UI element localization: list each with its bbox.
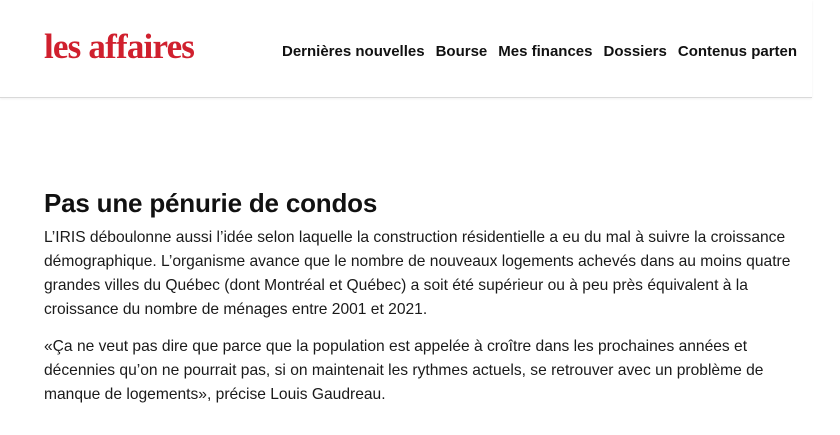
section-heading: Pas une pénurie de condos	[44, 188, 378, 218]
article-paragraph: L’IRIS déboulonne aussi l’idée selon laquelle la construction résidentielle a eu du mal à suivre la croissance démographique. L’organisme avance que le nombre de nouveaux logements achevés dans au moins quatre grandes villes du Québec (dont Montréal et Québec) a soit été supérieur ou à peu près équivalent à la croissance du nombre de ménages entre 2001 et 2021.	[44, 229, 791, 318]
article-paragraph: «Ça ne veut pas dire que parce que la population est appelée à croître dans les prochaines années et décennies qu’on ne pourrait pas, si on maintenait les rythmes actuels, se retrouver avec un problème de manque de logements», précise Louis Gaudreau.	[44, 338, 764, 403]
nav-item-dernieres-nouvelles[interactable]: Dernières nouvelles	[282, 43, 425, 60]
nav-item-contenus-partenaires[interactable]: Contenus parten	[677, 43, 798, 60]
article-body	[44, 186, 804, 407]
main-nav	[282, 42, 797, 62]
site-logo[interactable]: les affaires	[44, 27, 195, 66]
site-header	[0, 0, 812, 98]
nav-item-mes-finances[interactable]: Mes finances	[498, 43, 593, 60]
nav-item-bourse[interactable]: Bourse	[435, 43, 488, 60]
nav-item-dossiers[interactable]: Dossiers	[603, 43, 667, 60]
